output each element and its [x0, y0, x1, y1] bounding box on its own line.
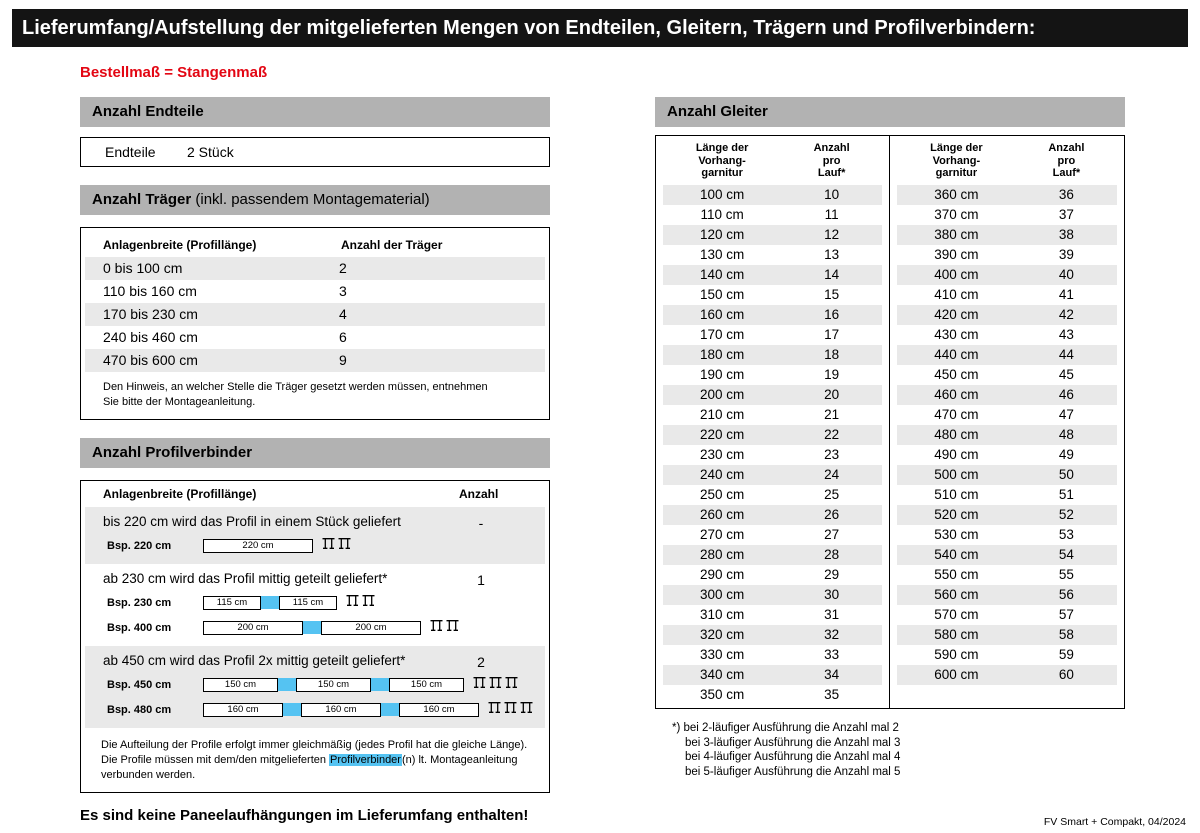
bracket-icon [446, 619, 459, 637]
profile-connector [278, 678, 296, 691]
diagram-example-label: Bsp. 220 cm [107, 539, 172, 552]
traeger-table-head [81, 233, 549, 257]
gleiter-table-row [663, 285, 882, 305]
gleiter-length-value: 440 cm [934, 346, 979, 362]
gleiter-table-row [897, 645, 1117, 665]
bracket-icon [362, 594, 375, 612]
profile-connector [303, 621, 321, 634]
gleiter-count-value: 44 [1058, 346, 1074, 362]
bracket-icon [489, 676, 502, 694]
gleiter-count-value: 36 [1058, 186, 1074, 202]
section-header-gleiter: Anzahl Gleiter [655, 97, 1125, 127]
gleiter-count-value: 13 [824, 246, 840, 262]
gleiter-footnotes [655, 721, 1125, 779]
profilverbinder-count-value: 2 [477, 653, 485, 670]
gleiter-length-value: 570 cm [934, 606, 979, 622]
gleiter-table-row [663, 305, 882, 325]
endteile-value: 2 Stück [187, 144, 234, 160]
gleiter-length-value: 500 cm [934, 466, 979, 482]
gleiter-footnote-line: bei 3-läufiger Ausführung die Anzahl mal 3 [685, 736, 901, 749]
gleiter-table-row [663, 625, 882, 645]
gleiter-length-value: 270 cm [699, 526, 745, 542]
traeger-table [80, 227, 550, 420]
gleiter-length-value: 290 cm [699, 566, 745, 582]
gleiter-length-value: 170 cm [699, 326, 745, 342]
traeger-count-value: 6 [339, 329, 347, 345]
gleiter-count-value: 52 [1058, 506, 1074, 522]
gleiter-count-value: 27 [824, 526, 840, 542]
gleiter-table-row [897, 345, 1117, 365]
anlagenbreite-value: 170 bis 230 cm [103, 306, 198, 322]
gleiter-count-header: Anzahl pro Lauf* [1048, 142, 1085, 179]
profile-diagram [85, 595, 545, 611]
order-size-note: Bestellmaß = Stangenmaß [80, 64, 268, 81]
gleiter-table-row [897, 505, 1117, 525]
gleiter-count-value: 40 [1058, 266, 1074, 282]
gleiter-table-row [663, 525, 882, 545]
gleiter-length-value: 200 cm [699, 386, 745, 402]
gleiter-count-value: 49 [1058, 446, 1074, 462]
gleiter-count-value: 29 [824, 566, 840, 582]
gleiter-count-value: 48 [1058, 426, 1074, 442]
traeger-table-row [85, 303, 545, 326]
gleiter-table-row [663, 385, 882, 405]
gleiter-length-value: 590 cm [934, 646, 979, 662]
traeger-count-value: 3 [339, 283, 347, 299]
gleiter-count-value: 24 [824, 466, 840, 482]
gleiter-length-value: 160 cm [699, 306, 745, 322]
left-column [80, 97, 550, 824]
gleiter-count-value: 43 [1058, 326, 1074, 342]
gleiter-length-header: Länge der Vorhang- garnitur [930, 142, 983, 179]
gleiter-count-value: 56 [1058, 586, 1074, 602]
gleiter-table-row [663, 405, 882, 425]
gleiter-length-value: 580 cm [934, 626, 979, 642]
bracket-icon [338, 537, 351, 555]
gleiter-count-value: 34 [824, 666, 840, 682]
pv-col2-header: Anzahl [459, 486, 499, 501]
no-panel-hangers-warning: Es sind keine Paneelaufhängungen im Lieferumfang enthalten! [80, 806, 529, 824]
section-header-traeger [80, 185, 550, 215]
anlagenbreite-value: 240 bis 460 cm [103, 329, 198, 345]
bracket-icon [473, 676, 486, 694]
gleiter-table-left [656, 136, 890, 708]
bracket-icons [488, 701, 533, 719]
profile-connector [261, 596, 279, 609]
profilverbinder-rule-text: ab 450 cm wird das Profil 2x mittig geteilt geliefert* [103, 652, 406, 668]
gleiter-table-row [897, 325, 1117, 345]
gleiter-table-row [663, 585, 882, 605]
gleiter-count-value: 33 [824, 646, 840, 662]
bracket-icon [520, 701, 533, 719]
bracket-icons [346, 594, 375, 612]
gleiter-table [655, 135, 1125, 709]
gleiter-count-value: 28 [824, 546, 840, 562]
gleiter-table-row [663, 545, 882, 565]
gleiter-table-row [663, 265, 882, 285]
traeger-col2-header: Anzahl der Träger [341, 238, 443, 252]
traeger-table-row [85, 280, 545, 303]
gleiter-count-value: 51 [1058, 486, 1074, 502]
bracket-icon [322, 537, 335, 555]
gleiter-column-headers [663, 136, 882, 185]
gleiter-count-value: 14 [824, 266, 840, 282]
profile-segment: 160 cm [301, 703, 381, 717]
gleiter-length-value: 420 cm [934, 306, 979, 322]
pv-note-after: (n) lt. Montageanleitung verbunden werden. [101, 754, 518, 782]
page-title: Lieferumfang/Aufstellung der mitgelieferten Mengen von Endteilen, Gleitern, Trägern und Profilverbindern: [12, 9, 1188, 47]
bracket-icon [504, 701, 517, 719]
gleiter-count-value: 15 [824, 286, 840, 302]
gleiter-count-value: 23 [824, 446, 840, 462]
gleiter-length-value: 180 cm [699, 346, 745, 362]
gleiter-table-row [897, 265, 1117, 285]
profile-segment: 160 cm [399, 703, 479, 717]
section-header-endteile: Anzahl Endteile [80, 97, 550, 127]
gleiter-table-row [663, 365, 882, 385]
gleiter-count-value: 53 [1058, 526, 1074, 542]
gleiter-length-value: 360 cm [934, 186, 979, 202]
gleiter-length-value: 260 cm [699, 506, 745, 522]
bracket-icons [322, 537, 351, 555]
gleiter-count-value: 30 [824, 586, 840, 602]
gleiter-count-value: 17 [824, 326, 840, 342]
gleiter-length-value: 480 cm [934, 426, 979, 442]
traeger-header-bold: Anzahl Träger [92, 191, 192, 208]
gleiter-footnote-line: *) bei 2-läufiger Ausführung die Anzahl mal 2 [672, 722, 899, 734]
profile-connector [381, 703, 399, 716]
gleiter-count-value: 12 [824, 226, 840, 242]
gleiter-count-value: 18 [824, 346, 840, 362]
gleiter-table-row [897, 665, 1117, 685]
profile-segment: 150 cm [389, 678, 464, 692]
gleiter-length-value: 380 cm [934, 226, 979, 242]
gleiter-table-row [897, 525, 1117, 545]
gleiter-length-value: 320 cm [699, 626, 745, 642]
gleiter-length-value: 100 cm [699, 186, 745, 202]
gleiter-count-value: 20 [824, 386, 840, 402]
anlagenbreite-value: 0 bis 100 cm [103, 260, 183, 276]
gleiter-length-value: 400 cm [934, 266, 979, 282]
gleiter-count-value: 26 [824, 506, 840, 522]
gleiter-table-row [897, 405, 1117, 425]
gleiter-table-row [897, 305, 1117, 325]
profile-segment: 200 cm [321, 621, 421, 635]
gleiter-count-value: 55 [1058, 566, 1074, 582]
gleiter-length-value: 250 cm [699, 486, 745, 502]
bracket-icon [430, 619, 443, 637]
gleiter-length-value: 390 cm [934, 246, 979, 262]
profilverbinder-group [85, 646, 545, 728]
anlagenbreite-value: 110 bis 160 cm [103, 283, 197, 299]
profilverbinder-count-value: 1 [477, 571, 485, 588]
profile-segment: 115 cm [203, 596, 261, 610]
gleiter-footnote-line: bei 4-läufiger Ausführung die Anzahl mal 4 [685, 751, 901, 763]
traeger-header-rest: (inkl. passendem Montagematerial) [191, 191, 430, 208]
gleiter-length-value: 370 cm [934, 206, 979, 222]
gleiter-column-headers [897, 136, 1117, 185]
gleiter-table-row [897, 245, 1117, 265]
gleiter-count-value: 11 [824, 206, 839, 222]
gleiter-count-value: 50 [1058, 466, 1074, 482]
gleiter-length-value: 140 cm [699, 266, 745, 282]
profile-bar [203, 621, 421, 635]
gleiter-count-value: 37 [1058, 206, 1074, 222]
anlagenbreite-value: 470 bis 600 cm [103, 352, 198, 368]
gleiter-length-value: 110 cm [700, 206, 744, 222]
gleiter-length-value: 130 cm [699, 246, 745, 262]
traeger-rows [81, 257, 549, 372]
pv-note-highlight: Profilverbinder [330, 754, 401, 767]
gleiter-count-value: 35 [824, 686, 840, 702]
gleiter-count-value: 47 [1058, 406, 1074, 422]
endteile-label: Endteile [105, 144, 156, 160]
gleiter-table-row [897, 365, 1117, 385]
gleiter-count-value: 42 [1058, 306, 1074, 322]
pv-note-before: Die Aufteilung der Profile erfolgt immer gleichmäßig (jedes Profil hat die gleiche Länge). Die Profile müssen mit dem/den mitgelieferten [101, 738, 528, 767]
profilverbinder-groups [81, 507, 549, 728]
gleiter-length-value: 530 cm [934, 526, 979, 542]
gleiter-length-value: 240 cm [699, 466, 745, 482]
gleiter-table-row [897, 625, 1117, 645]
gleiter-length-value: 150 cm [699, 286, 745, 302]
traeger-table-row [85, 257, 545, 280]
gleiter-table-row [663, 345, 882, 365]
gleiter-length-value: 550 cm [934, 566, 979, 582]
gleiter-count-value: 59 [1058, 646, 1074, 662]
gleiter-count-value: 10 [824, 186, 840, 202]
profilverbinder-table [80, 480, 550, 793]
gleiter-table-row [897, 225, 1117, 245]
gleiter-table-row [897, 385, 1117, 405]
gleiter-table-row [663, 465, 882, 485]
diagram-example-label: Bsp. 450 cm [107, 678, 172, 691]
gleiter-table-row [663, 225, 882, 245]
profilverbinder-group [85, 507, 545, 564]
profile-bar [203, 678, 464, 692]
gleiter-length-value: 350 cm [699, 686, 745, 702]
gleiter-count-value: 54 [1058, 546, 1074, 562]
document-footer: FV Smart + Compakt, 04/2024 [1043, 816, 1186, 828]
gleiter-length-value: 560 cm [934, 586, 979, 602]
gleiter-length-value: 230 cm [699, 446, 745, 462]
gleiter-table-right [890, 136, 1124, 708]
gleiter-table-row [663, 605, 882, 625]
gleiter-length-value: 520 cm [934, 506, 979, 522]
gleiter-count-value: 58 [1058, 626, 1074, 642]
profile-bar [203, 539, 313, 553]
gleiter-count-value: 19 [824, 366, 840, 382]
diagram-example-label: Bsp. 480 cm [107, 703, 172, 716]
section-header-profilverbinder: Anzahl Profilverbinder [80, 438, 550, 468]
gleiter-table-row [663, 485, 882, 505]
gleiter-length-value: 490 cm [934, 446, 979, 462]
profile-diagram [85, 620, 545, 636]
gleiter-table-row [663, 665, 882, 685]
gleiter-count-header: Anzahl pro Lauf* [813, 142, 850, 179]
gleiter-table-row [897, 585, 1117, 605]
gleiter-table-row [897, 565, 1117, 585]
profile-segment: 160 cm [203, 703, 283, 717]
gleiter-table-row [663, 685, 882, 705]
gleiter-table-row [897, 205, 1117, 225]
gleiter-length-value: 310 cm [699, 606, 745, 622]
gleiter-length-value: 540 cm [934, 546, 979, 562]
gleiter-count-value: 31 [824, 606, 840, 622]
gleiter-table-row [897, 485, 1117, 505]
gleiter-table-row [663, 425, 882, 445]
diagram-example-label: Bsp. 400 cm [107, 621, 172, 634]
profilverbinder-group [85, 564, 545, 646]
profilverbinder-table-head [81, 481, 549, 507]
profile-connector [371, 678, 389, 691]
profile-diagram [85, 677, 545, 693]
gleiter-length-value: 220 cm [699, 426, 745, 442]
traeger-col1-header: Anlagenbreite (Profillänge) [103, 238, 257, 252]
gleiter-table-row [897, 545, 1117, 565]
gleiter-count-value: 16 [824, 306, 840, 322]
bracket-icon [346, 594, 359, 612]
gleiter-table-row [663, 445, 882, 465]
gleiter-length-value: 600 cm [934, 666, 979, 682]
gleiter-table-row [897, 425, 1117, 445]
gleiter-count-value: 41 [1058, 286, 1074, 302]
profile-segment: 200 cm [203, 621, 303, 635]
right-column [655, 97, 1125, 779]
gleiter-length-value: 300 cm [699, 586, 745, 602]
gleiter-table-row [663, 245, 882, 265]
gleiter-table-row [897, 445, 1117, 465]
gleiter-table-row [897, 465, 1117, 485]
profile-segment: 150 cm [203, 678, 278, 692]
pv-col1-header: Anlagenbreite (Profillänge) [103, 486, 257, 501]
gleiter-count-value: 57 [1058, 606, 1074, 622]
profile-diagram [85, 538, 545, 554]
profilverbinder-rule-text: ab 230 cm wird das Profil mittig geteilt geliefert* [103, 570, 388, 586]
gleiter-table-row [663, 505, 882, 525]
gleiter-length-value: 190 cm [699, 366, 745, 382]
gleiter-length-value: 340 cm [699, 666, 745, 682]
gleiter-count-value: 22 [824, 426, 840, 442]
traeger-count-value: 2 [339, 260, 347, 276]
bracket-icon [488, 701, 501, 719]
bracket-icons [430, 619, 459, 637]
gleiter-length-value: 510 cm [934, 486, 979, 502]
gleiter-count-value: 46 [1058, 386, 1074, 402]
bracket-icon [505, 676, 518, 694]
gleiter-table-row [897, 185, 1117, 205]
profile-connector [283, 703, 301, 716]
gleiter-count-value: 39 [1058, 246, 1074, 262]
gleiter-length-value: 430 cm [934, 326, 979, 342]
profile-segment: 150 cm [296, 678, 371, 692]
gleiter-length-value: 410 cm [934, 286, 979, 302]
profilverbinder-note [101, 738, 537, 784]
gleiter-table-row [663, 185, 882, 205]
gleiter-length-value: 450 cm [934, 366, 979, 382]
gleiter-length-value: 210 cm [699, 406, 745, 422]
traeger-count-value: 4 [339, 306, 347, 322]
gleiter-table-row [897, 285, 1117, 305]
gleiter-length-value: 280 cm [699, 546, 745, 562]
gleiter-length-header: Länge der Vorhang- garnitur [695, 142, 749, 179]
gleiter-table-row [663, 205, 882, 225]
gleiter-length-value: 470 cm [934, 406, 979, 422]
profile-diagram [85, 702, 545, 718]
profile-segment: 115 cm [279, 596, 337, 610]
gleiter-count-value: 38 [1058, 226, 1074, 242]
traeger-table-row [85, 326, 545, 349]
gleiter-length-value: 460 cm [934, 386, 979, 402]
endteile-box [80, 137, 550, 167]
gleiter-table-row [663, 565, 882, 585]
gleiter-count-value: 25 [824, 486, 840, 502]
profile-segment: 220 cm [203, 539, 313, 553]
traeger-table-row [85, 349, 545, 372]
diagram-example-label: Bsp. 230 cm [107, 596, 172, 609]
gleiter-count-value: 21 [824, 406, 840, 422]
profilverbinder-rule-text: bis 220 cm wird das Profil in einem Stück geliefert [103, 513, 401, 529]
gleiter-table-row [663, 325, 882, 345]
gleiter-table-row [897, 605, 1117, 625]
gleiter-length-value: 330 cm [699, 646, 745, 662]
profile-bar [203, 596, 337, 610]
profile-bar [203, 703, 479, 717]
gleiter-count-value: 32 [824, 626, 840, 642]
bracket-icons [473, 676, 518, 694]
traeger-note: Den Hinweis, an welcher Stelle die Träger gesetzt werden müssen, entnehmen Sie bitte der Montageanleitung. [103, 381, 488, 408]
gleiter-count-value: 60 [1058, 666, 1074, 682]
traeger-count-value: 9 [339, 352, 347, 368]
gleiter-length-value: 120 cm [699, 226, 745, 242]
profilverbinder-count-value: - [478, 514, 484, 531]
gleiter-footnote-line: bei 5-läufiger Ausführung die Anzahl mal 5 [685, 765, 901, 778]
gleiter-count-value: 45 [1058, 366, 1074, 382]
gleiter-table-row [663, 645, 882, 665]
